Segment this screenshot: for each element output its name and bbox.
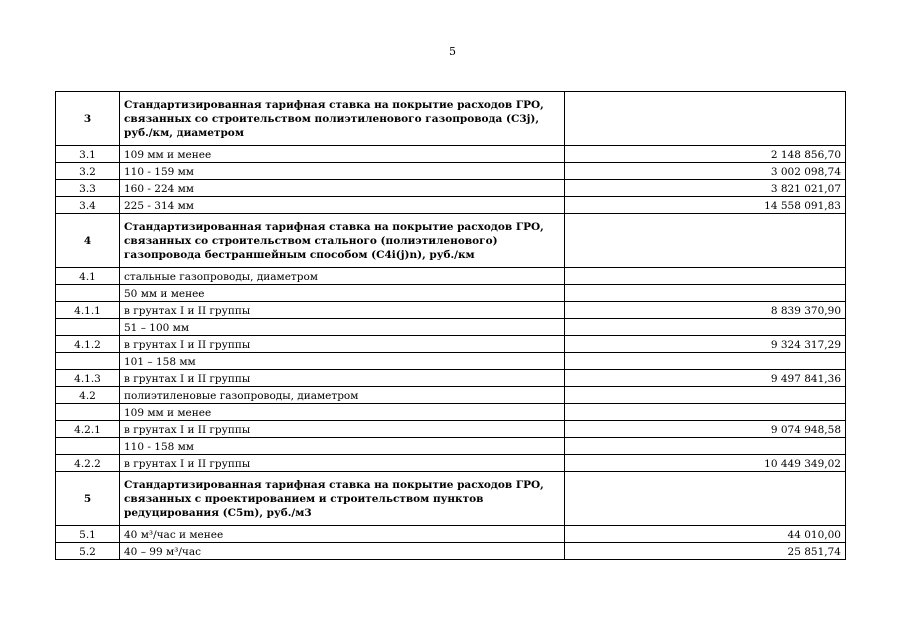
row-value bbox=[565, 92, 846, 146]
table-row bbox=[56, 455, 846, 472]
table-row bbox=[56, 180, 846, 197]
table-row bbox=[56, 353, 846, 370]
row-number: 3.1 bbox=[56, 146, 120, 163]
row-description: стальные газопроводы, диаметром bbox=[120, 268, 565, 285]
row-description: Стандартизированная тарифная ставка на покрытие расходов ГРО, связанных со строительством стального (полиэтиленового) газопровода бестраншейным способом (С4i(j)n), руб./км bbox=[120, 214, 565, 268]
table-row bbox=[56, 197, 846, 214]
row-number: 4.2 bbox=[56, 387, 120, 404]
row-value: 44 010,00 bbox=[565, 526, 846, 543]
row-value bbox=[565, 472, 846, 526]
table-row bbox=[56, 370, 846, 387]
row-description: 110 - 159 мм bbox=[120, 163, 565, 180]
page-number: 5 bbox=[449, 45, 456, 58]
row-description: Стандартизированная тарифная ставка на покрытие расходов ГРО, связанных с проектированием и строительством пунктов редуцирования (С5m), руб./м3 bbox=[120, 472, 565, 526]
table-row bbox=[56, 302, 846, 319]
row-number bbox=[56, 319, 120, 336]
row-description: 40 м³/час и менее bbox=[120, 526, 565, 543]
row-number: 5.1 bbox=[56, 526, 120, 543]
row-description: 40 – 99 м³/час bbox=[120, 543, 565, 560]
row-number: 4.1.3 bbox=[56, 370, 120, 387]
row-value bbox=[565, 404, 846, 421]
table-row bbox=[56, 268, 846, 285]
table-row bbox=[56, 285, 846, 302]
row-value: 14 558 091,83 bbox=[565, 197, 846, 214]
row-description: 51 – 100 мм bbox=[120, 319, 565, 336]
row-description: 109 мм и менее bbox=[120, 146, 565, 163]
table-row bbox=[56, 336, 846, 353]
row-value: 2 148 856,70 bbox=[565, 146, 846, 163]
row-number: 3.4 bbox=[56, 197, 120, 214]
table-row bbox=[56, 543, 846, 560]
row-description: в грунтах I и II группы bbox=[120, 370, 565, 387]
row-value: 8 839 370,90 bbox=[565, 302, 846, 319]
row-number: 5 bbox=[56, 472, 120, 526]
row-description: полиэтиленовые газопроводы, диаметром bbox=[120, 387, 565, 404]
row-number: 3 bbox=[56, 92, 120, 146]
tariff-table-body bbox=[56, 92, 846, 560]
row-value: 25 851,74 bbox=[565, 543, 846, 560]
row-number: 4.1.1 bbox=[56, 302, 120, 319]
row-value bbox=[565, 214, 846, 268]
row-description: в грунтах I и II группы bbox=[120, 421, 565, 438]
row-value bbox=[565, 438, 846, 455]
row-value bbox=[565, 285, 846, 302]
row-number bbox=[56, 404, 120, 421]
row-value bbox=[565, 387, 846, 404]
row-value: 3 002 098,74 bbox=[565, 163, 846, 180]
table-row bbox=[56, 319, 846, 336]
row-value bbox=[565, 268, 846, 285]
row-value: 9 324 317,29 bbox=[565, 336, 846, 353]
row-value: 3 821 021,07 bbox=[565, 180, 846, 197]
row-number: 4.1.2 bbox=[56, 336, 120, 353]
table-row bbox=[56, 526, 846, 543]
row-value: 9 497 841,36 bbox=[565, 370, 846, 387]
row-description: 101 – 158 мм bbox=[120, 353, 565, 370]
row-number bbox=[56, 285, 120, 302]
row-description: 225 - 314 мм bbox=[120, 197, 565, 214]
row-description: 109 мм и менее bbox=[120, 404, 565, 421]
row-description: 110 - 158 мм bbox=[120, 438, 565, 455]
row-number: 4.2.1 bbox=[56, 421, 120, 438]
table-row bbox=[56, 404, 846, 421]
tariff-table bbox=[55, 91, 846, 560]
table-row bbox=[56, 421, 846, 438]
row-number: 3.2 bbox=[56, 163, 120, 180]
row-number bbox=[56, 353, 120, 370]
row-description: в грунтах I и II группы bbox=[120, 455, 565, 472]
table-row bbox=[56, 146, 846, 163]
section-header-row bbox=[56, 92, 846, 146]
row-description: в грунтах I и II группы bbox=[120, 336, 565, 353]
row-value: 10 449 349,02 bbox=[565, 455, 846, 472]
row-number: 4.1 bbox=[56, 268, 120, 285]
table-row bbox=[56, 438, 846, 455]
row-number: 5.2 bbox=[56, 543, 120, 560]
row-number: 4.2.2 bbox=[56, 455, 120, 472]
row-description: в грунтах I и II группы bbox=[120, 302, 565, 319]
table-row bbox=[56, 387, 846, 404]
row-value bbox=[565, 319, 846, 336]
section-header-row bbox=[56, 472, 846, 526]
row-value bbox=[565, 353, 846, 370]
row-number bbox=[56, 438, 120, 455]
row-description: Стандартизированная тарифная ставка на покрытие расходов ГРО, связанных со строительством полиэтиленового газопровода (С3j), руб./км, диаметром bbox=[120, 92, 565, 146]
row-number: 4 bbox=[56, 214, 120, 268]
row-number: 3.3 bbox=[56, 180, 120, 197]
row-description: 160 - 224 мм bbox=[120, 180, 565, 197]
section-header-row bbox=[56, 214, 846, 268]
row-description: 50 мм и менее bbox=[120, 285, 565, 302]
table-row bbox=[56, 163, 846, 180]
row-value: 9 074 948,58 bbox=[565, 421, 846, 438]
